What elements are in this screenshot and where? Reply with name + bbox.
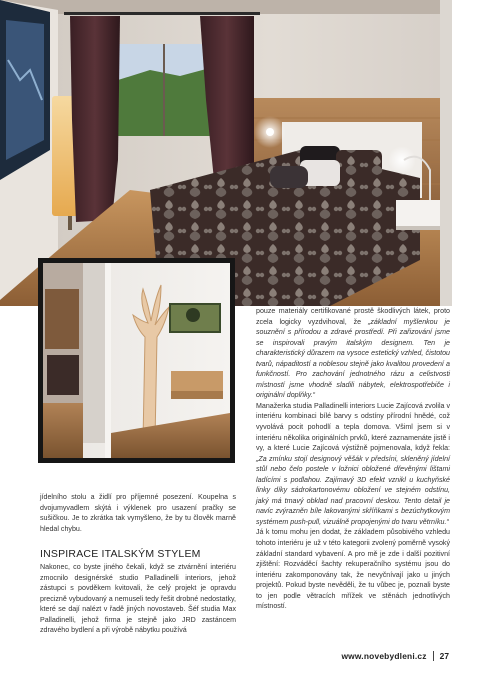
right-p1-text: pouze materiály certifikované prostě škodlivých látek, proto zcela logicky vyzdvihoval, že bbox=[256, 307, 450, 326]
right-p2-text: Manažerka studia Palladinelli interiors Lucie Zajícová zvolila v interiéru kombinaci bílé barvy s odstíny přírodní hnědé, což vyvolává pocit pohodlí a tepla domova. Všiml jsem si v interiéru několika originálních prvků, které zaznamenáte jistě i vy, a které Lucie Zajícová výstižně pojmenovala, když řekla: bbox=[256, 401, 450, 453]
right-paragraph-2 bbox=[256, 401, 450, 528]
left-body-paragraph: Nakonec, co byste jiného čekali, když se ztvárnění interiéru zmocnilo designérské studio Palladinelli interiors, jehož zástupci s povděkem kvitovali, že celý projekt je opravdu precizně vybudovaný a nemuseli tedy řešit drobné nedostatky, které se dají nalézt v řadě jiných novostaveb. Šéf studia Max Palladinelli, jehož firma je stejně jako JRD zastáncem zdravého bydlení a při výrobě nábytku používá bbox=[40, 563, 236, 635]
right-paragraph-3: Já k tomu mohu jen dodat, že základem působivého vzhledu tohoto interiéru je už v této kategorii zvolený poměrně vysoký základní standard vybavení. A pro mě je zde i další pozitivní zjištění: Rozváděcí šachty rekuperačního systému jsou do interiéru zakomponovány tak, že nevyčnívají jako u jiných projektů. Pokud byste nevěděli, že tu vůbec je, poznali byste to jen podle větracích mřížek ve stěnách jednotlivých místností. bbox=[256, 528, 450, 611]
left-intro-paragraph: jídelního stolu a židlí pro příjemné posezení. Koupelna s dvojumyvadlem skýtá i výklenek pro usazení pračky se sušičkou. Je to zkrátka tak vymyšleno, že by tu člověk marně hledal chybu. bbox=[40, 493, 236, 533]
right-p2-quote: „Za zmínku stojí designový věšák v předsíni, skleněný jídelní stůl nebo čelo postele v ložnici obložené dřevěnými lištami ladícími s podlahou. Zajímavý 3D efekt vznikl u kuchyňské linky díky sádrokartonovému obložení ve stejném odstínu, jaký má tmavý obklad nad pracovní deskou. Tento detail je navíc zvýrazněn bíle lakovanými skříňkami s bezúchytkovým systémem push-pull, vizuálně propojenými do tvaru větrníku.“ bbox=[256, 454, 450, 526]
right-column bbox=[256, 306, 450, 612]
left-column-body bbox=[40, 562, 236, 636]
page-number: 27 bbox=[439, 651, 449, 661]
right-p1-quote: „základní myšlenkou je souznění s přírodou a zdravé prostředí. Při zařizování jsme se inspirovali pravým italským designem. Ten je charakteristický důrazem na vysoce estetický vzhled, čistotou tvarů, nápaditostí a noblesou stejně jako kvalitou provedení a funkčností. Pro zachování jednotného rázu a celistvosti místností jsme vhodně sladili nábytek, elektrospotřebiče i originální doplňky.“ bbox=[256, 317, 450, 400]
footer-url[interactable]: www.novebydleni.cz bbox=[341, 651, 427, 661]
left-column-intro bbox=[40, 492, 236, 534]
footer-divider bbox=[433, 651, 434, 661]
section-heading: INSPIRACE ITALSKÝM STYLEM bbox=[40, 548, 201, 560]
hallway-illustration bbox=[43, 263, 230, 458]
curtain-left bbox=[70, 16, 120, 222]
right-paragraph-1 bbox=[256, 306, 450, 401]
page-footer bbox=[341, 651, 449, 661]
hallway-photo bbox=[38, 258, 235, 463]
